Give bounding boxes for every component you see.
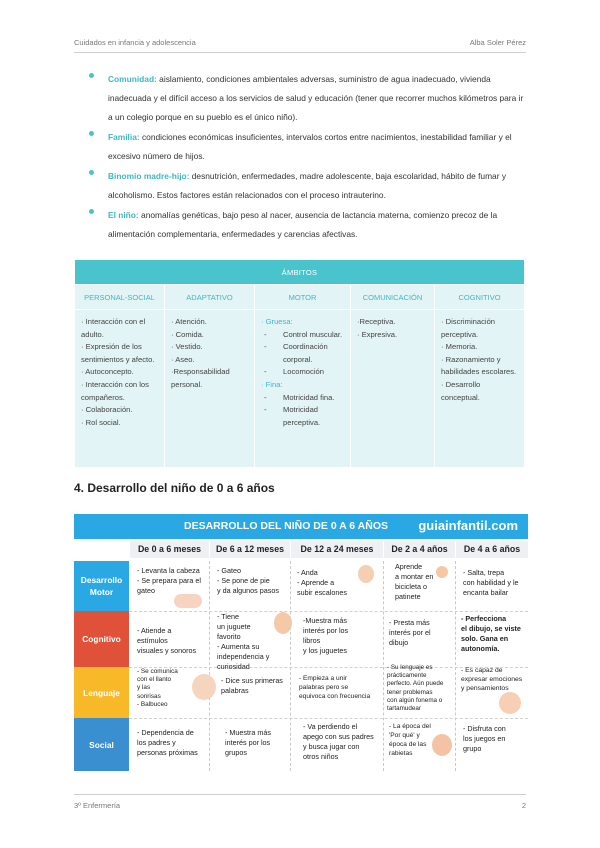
- cell-motor: [255, 310, 351, 468]
- list-item: [74, 167, 528, 205]
- info-cell: - Tiene un juguete favorito - Aumenta su independencia y curiosidad: [217, 612, 270, 671]
- table-item: - Locomoción: [261, 366, 345, 379]
- table-item: · Desarrollo conceptual.: [441, 379, 481, 402]
- bullet-dot-icon: [89, 73, 94, 78]
- bullet-dot-icon: [89, 209, 94, 214]
- list-item-text: condiciones económicas insuficientes, intervalos cortos entre nacimientos, inestabilidad familiar y el excesivo número de hijos.: [108, 132, 512, 161]
- motor-fina-label: · Fina:: [261, 379, 283, 389]
- list-item-text: desnutrición, enfermedades, madre adolescente, baja escolaridad, hábito de fumar y alcoholismo. Estos factores están relacionados con el proceso intrauterino.: [108, 171, 507, 200]
- table-item: · Aseo.: [171, 354, 195, 364]
- age-column-header: De 0 a 6 meses: [130, 541, 209, 558]
- row-divider: [129, 718, 528, 719]
- table-item: · Atención.: [171, 317, 207, 326]
- col-motor: MOTOR: [255, 285, 351, 310]
- girl-smiling-icon: [499, 692, 521, 714]
- motor-gruesa-label: · Gruesa:: [261, 317, 293, 326]
- infographic-title: DESARROLLO DEL NIÑO DE 0 A 6 AÑOS: [184, 520, 388, 532]
- info-cell: - Gateo - Se pone de pie y da algunos pasos: [217, 566, 279, 595]
- table-item: - Control muscular.: [261, 329, 345, 342]
- info-cell: - Disfruta con los juegos en grupo: [463, 724, 506, 753]
- info-cell: - Muestra más interés por los grupos: [225, 728, 271, 757]
- col-cognitivo: COGNITIVO: [435, 285, 525, 310]
- info-cell: - Salta, trepa con habilidad y le encanta bailar: [463, 568, 519, 597]
- cell-cognitivo: [435, 310, 525, 468]
- table-item: · Interacción con el adulto.: [81, 317, 146, 339]
- info-cell: - Perfecciona el dibujo, se viste solo. Gana en autonomía.: [461, 614, 521, 653]
- header-divider: [74, 52, 526, 53]
- list-item: [74, 206, 528, 244]
- list-item-key: Familia:: [108, 132, 140, 142]
- age-column-header: De 12 a 24 meses: [291, 541, 383, 558]
- infographic-brand: guiainfantil.com: [418, 518, 518, 533]
- list-item-key: Binomio madre-hijo:: [108, 171, 190, 181]
- table-item: · Colaboración.: [81, 405, 133, 415]
- row-label-cognitivo: Cognitivo: [74, 611, 129, 667]
- table-item: - Motricidad perceptiva.: [261, 404, 345, 429]
- row-label-lenguaje: Lenguaje: [74, 667, 129, 718]
- age-column-header: De 4 a 6 años: [456, 541, 528, 558]
- ambitos-title: ÁMBITOS: [75, 260, 525, 285]
- list-item: [74, 70, 528, 127]
- info-cell: - Es capaz de expresar emociones y pensamientos: [461, 667, 523, 692]
- table-item: · Razonamiento y habilidades escolares.: [441, 354, 517, 377]
- page-number: 2: [521, 801, 526, 810]
- info-cell: - Su lenguaje es prácticamente perfecto. Aún puede tener problemas con algún fonema o tartamudear: [387, 664, 444, 713]
- ambitos-table: [74, 259, 525, 468]
- table-item: · Expresión de los sentimientos y afecto.: [81, 342, 155, 364]
- info-cell: Aprende a montar en bicicleta o patinete: [395, 562, 434, 601]
- page-header: [74, 38, 526, 50]
- walking-child-icon: [358, 565, 374, 583]
- footer-course: 3º Enfermería: [74, 801, 121, 810]
- footer-divider: [74, 794, 526, 795]
- table-item: · Memoria.: [441, 342, 478, 352]
- list-item-text: aislamiento, condiciones ambientales adversas, suministro de agua inadecuado, vivienda inadecuada y el difícil acceso a los servicios de salud y educación (tener que recorrer muchos kilómetros para ir a un colegio porque en su pueblo es el único niño).: [108, 74, 524, 122]
- info-cell: - Dependencia de los padres y personas próximas: [137, 728, 198, 757]
- header-course: Cuidados en infancia y adolescencia: [74, 38, 196, 47]
- table-item: ·Responsabilidad personal.: [171, 367, 230, 389]
- cell-personal-social: [75, 310, 165, 468]
- table-item: · Autoconcepto.: [81, 367, 134, 377]
- info-cell: - Atiende a estímulos visuales y sonoros: [137, 626, 197, 655]
- table-item: · Vestido.: [171, 342, 203, 352]
- baby-crying-icon: [192, 674, 216, 700]
- info-cell: - Presta más interés por el dibujo: [389, 618, 431, 647]
- age-column-header: De 6 a 12 meses: [210, 541, 290, 558]
- table-item: · Comida.: [171, 329, 204, 339]
- table-item: · Rol social.: [81, 417, 121, 427]
- age-column-header: De 2 a 4 años: [384, 541, 455, 558]
- col-adaptativo: ADAPTATIVO: [165, 285, 255, 310]
- row-label-social: Social: [74, 718, 129, 771]
- col-comunicacion: COMUNICACIÓN: [351, 285, 435, 310]
- info-cell: - Empieza a unir palabras pero se equivoca con frecuencia: [299, 675, 371, 700]
- table-item: - Coordinación corporal.: [261, 341, 345, 366]
- list-item-key: Comunidad:: [108, 74, 157, 84]
- table-item: · Discriminación perceptiva.: [441, 317, 496, 339]
- cell-adaptativo: [165, 310, 255, 468]
- info-cell: - Se comunica con el llanto y las sonrisas - Balbuceo: [137, 668, 178, 708]
- header-author: Alba Soler Pérez: [469, 38, 526, 47]
- infographic-banner: [74, 514, 528, 539]
- section-title: 4. Desarrollo del niño de 0 a 6 años: [74, 481, 275, 495]
- info-cell: - Dice sus primeras palabras: [221, 676, 283, 695]
- info-cell: - Levanta la cabeza - Se prepara para el gateo: [137, 566, 201, 595]
- bullet-dot-icon: [89, 170, 94, 175]
- table-item: · Interacción con los compañeros.: [81, 379, 149, 402]
- row-label-motor: Desarrollo Motor: [74, 561, 129, 611]
- bullet-dot-icon: [89, 131, 94, 136]
- table-item: ·Receptiva.: [357, 317, 396, 326]
- info-cell: -Muestra más interés por los libros y los juguetes: [303, 616, 349, 655]
- list-item-key: El niño:: [108, 210, 139, 220]
- table-item: - Motricidad fina.: [261, 392, 345, 405]
- table-item: · Expresiva.: [357, 329, 398, 339]
- list-item-text: anomalías genéticas, bajo peso al nacer, ausencia de lactancia materna, comienzo precoz de la alimentación complementaria, enfermedades y carencias afectivas.: [108, 210, 498, 239]
- list-item: [74, 128, 528, 166]
- info-cell: - La época del 'Por qué' y época de las rabietas: [389, 723, 431, 757]
- risk-factor-list: [74, 70, 528, 245]
- development-infographic: [74, 514, 528, 773]
- cell-comunicacion: [351, 310, 435, 468]
- col-personal-social: PERSONAL-SOCIAL: [75, 285, 165, 310]
- info-cell: - Anda - Aprende a subir escalones: [297, 568, 347, 597]
- info-cell: - Va perdiendo el apego con sus padres y busca jugar con otros niños: [303, 722, 374, 761]
